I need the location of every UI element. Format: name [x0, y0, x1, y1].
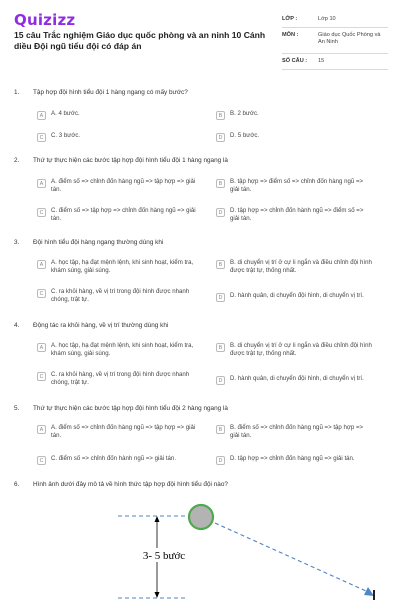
option-text: D. 5 bước. — [230, 132, 260, 139]
option-d[interactable] — [216, 455, 374, 465]
option-b[interactable] — [216, 259, 374, 275]
option-d[interactable] — [216, 207, 374, 223]
option-letter: C — [37, 456, 46, 465]
option-text: A. điểm số => chỉnh đốn hàng ngũ => tập hợp => giải tán. — [51, 424, 196, 439]
option-letter: D — [216, 376, 225, 385]
count-value: 15 — [318, 58, 325, 64]
option-text: B. điểm số => chỉnh đốn hàng ngũ => tập hợp => giải tán. — [230, 424, 364, 439]
option-letter: C — [37, 289, 46, 298]
option-c[interactable] — [37, 455, 207, 465]
question-4 — [14, 322, 388, 329]
option-letter: C — [37, 372, 46, 381]
option-letter: A — [37, 260, 46, 269]
question-2 — [14, 157, 388, 164]
option-text: D. hành quân, di chuyển đội hình, di chuyển vị trí. — [230, 375, 364, 382]
question-6 — [14, 481, 388, 488]
option-a[interactable] — [37, 259, 207, 275]
leader-circle — [189, 505, 213, 529]
option-b[interactable] — [216, 110, 374, 120]
question-number: 1. — [14, 89, 20, 96]
question-text: Thứ tự thực hiện các bước tập hợp đội hình tiểu đội 1 hàng ngang là — [33, 157, 228, 164]
movement-dashed-arrow — [215, 523, 366, 591]
option-d[interactable] — [216, 292, 376, 302]
option-text: C. 3 bước. — [51, 132, 81, 139]
question-number: 4. — [14, 322, 20, 329]
option-text: A. 4 bước. — [51, 110, 80, 117]
option-a[interactable] — [37, 178, 207, 194]
distance-arrow-top-head — [155, 516, 160, 522]
option-letter: C — [37, 208, 46, 217]
option-text: B. tập hợp => điểm số => chỉnh đốn hàng ngũ => giải tán. — [230, 178, 364, 193]
question-number: 6. — [14, 481, 20, 488]
option-text: C. điểm số => tập hợp => chỉnh đốn hàng ngũ => giải tán. — [51, 207, 196, 222]
question-number: 5. — [14, 405, 20, 412]
question-text: Động tác ra khỏi hàng, về vị trí thường dùng khi — [33, 322, 169, 329]
option-letter: A — [37, 425, 46, 434]
meta-class-row — [282, 12, 388, 28]
question-text: Thứ tự thực hiện các bước tập hợp đội hình tiểu đội 2 hàng ngang là — [33, 405, 228, 412]
option-letter: B — [216, 425, 225, 434]
meta-panel — [282, 12, 388, 70]
question-1 — [14, 89, 388, 96]
option-text: A. điểm số => chỉnh đốn hàng ngũ => tập hợp => giải tán. — [51, 178, 196, 193]
option-letter: B — [216, 260, 225, 269]
option-c[interactable] — [37, 288, 207, 304]
option-b[interactable] — [216, 178, 374, 194]
option-a[interactable] — [37, 342, 207, 358]
option-letter: D — [216, 208, 225, 217]
option-d[interactable] — [216, 375, 376, 385]
option-text: D. hành quân, di chuyển đội hình, di chuyển vị trí. — [230, 292, 364, 299]
subject-value: Giáo dục Quốc Phòng và An Ninh — [318, 32, 381, 45]
question-number: 3. — [14, 239, 20, 246]
option-letter: A — [37, 179, 46, 188]
subject-label: MÔN : — [282, 32, 299, 38]
option-text: A. học tập, hạ đạt mệnh lệnh, khi sinh hoạt, kiểm tra, khám súng, giải súng. — [51, 259, 194, 274]
option-text: D. tập hợp => chỉnh đốn hành ngũ => điểm số => giải tán. — [230, 207, 364, 222]
option-text: A. học tập, hạ đạt mệnh lệnh, khi sinh hoạt, kiểm tra, khám súng, giải súng. — [51, 342, 194, 357]
question-number: 2. — [14, 157, 20, 164]
question-text: Đội hình tiểu đội hàng ngang thường dùng khi — [33, 239, 164, 246]
option-letter: B — [216, 179, 225, 188]
option-letter: D — [216, 293, 225, 302]
question-text: Hình ảnh dưới đây mô tả về hình thức tập hợp đội hình tiểu đội nào? — [33, 481, 228, 488]
question-3 — [14, 239, 388, 246]
option-text: C. ra khỏi hàng, về vị trí trong đội hình được nhanh chóng, trật tự. — [51, 371, 190, 386]
class-value: Lớp 10 — [318, 16, 336, 22]
option-text: B. di chuyển vị trí ở cự li ngắn và điều chỉnh đội hình được trật tự, thống nhất. — [230, 259, 372, 274]
distance-label: 3- 5 bước — [142, 550, 186, 562]
option-a[interactable] — [37, 424, 207, 440]
meta-subject-row — [282, 28, 388, 54]
distance-arrow-bottom-head — [155, 592, 160, 598]
option-b[interactable] — [216, 424, 374, 440]
question-5 — [14, 405, 388, 412]
option-text: B. 2 bước. — [230, 110, 259, 117]
quizizz-logo: Quizizz — [14, 11, 76, 29]
option-text: D. tập hợp => chỉnh đốn hàng ngũ => giải tán. — [230, 455, 355, 462]
option-letter: D — [216, 456, 225, 465]
option-text: C. ra khỏi hàng, về vị trí trong đội hình được nhanh chóng, trật tự. — [51, 288, 190, 303]
option-text: C. điểm số => chỉnh đốn hành ngũ => giải tán. — [51, 455, 177, 462]
option-d[interactable] — [216, 132, 374, 142]
option-letter: A — [37, 343, 46, 352]
option-c[interactable] — [37, 371, 207, 387]
option-letter: D — [216, 133, 225, 142]
formation-figure — [0, 500, 400, 600]
meta-count-row — [282, 54, 388, 70]
formation-diagram — [0, 500, 400, 600]
option-letter: B — [216, 111, 225, 120]
question-text: Tập hợp đội hình tiểu đội 1 hàng ngang có mấy bước? — [33, 89, 188, 96]
option-letter: A — [37, 111, 46, 120]
option-letter: B — [216, 343, 225, 352]
count-label: SỐ CÂU : — [282, 58, 308, 64]
option-a[interactable] — [37, 110, 197, 120]
class-label: LỚP : — [282, 16, 298, 22]
option-b[interactable] — [216, 342, 374, 358]
movement-arrow-head — [364, 587, 374, 596]
option-c[interactable] — [37, 132, 197, 142]
option-c[interactable] — [37, 207, 207, 223]
option-letter: C — [37, 133, 46, 142]
page-title: 15 câu Trắc nghiệm Giáo dục quốc phòng và an ninh 10 Cánh diều Đội ngũ tiểu đội có đáp án — [14, 30, 266, 51]
option-text: B. di chuyển vị trí ở cự li ngắn và điều chỉnh đội hình được trật tự, thống nhất. — [230, 342, 372, 357]
